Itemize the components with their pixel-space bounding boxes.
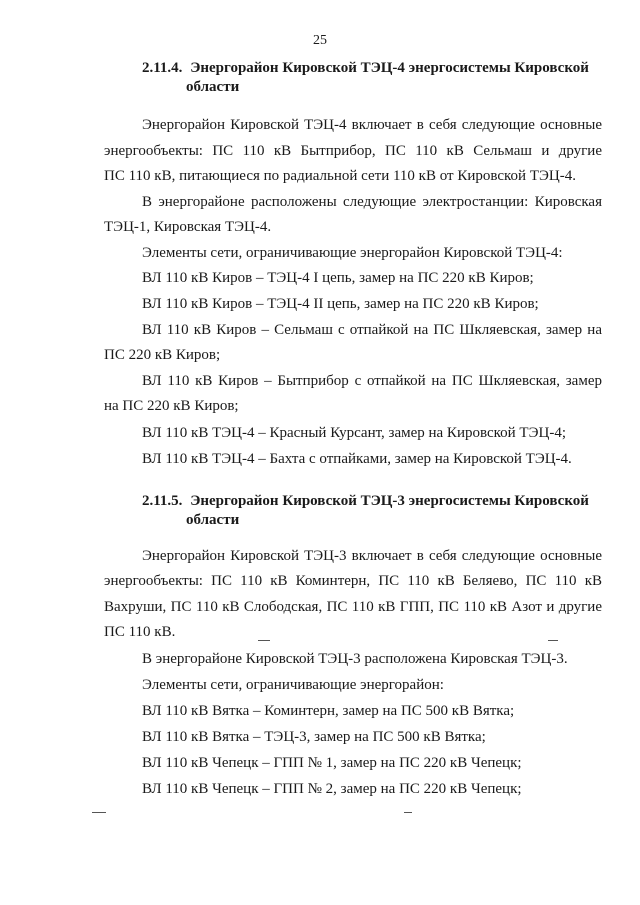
paragraph-line: В энергорайоне расположены следующие электростанции: Кировская [142, 194, 602, 210]
scan-mark [258, 640, 270, 641]
scan-mark [92, 812, 106, 813]
list-item: ВЛ 110 кВ Чепецк – ГПП № 1, замер на ПС 220 кВ Чепецк; [142, 755, 522, 771]
list-item: ВЛ 110 кВ ТЭЦ-4 – Бахта с отпайками, замер на Кировской ТЭЦ-4. [142, 451, 572, 467]
scan-mark [404, 812, 412, 813]
section-title-line2: области [186, 79, 240, 95]
section-heading-2-11-4 [142, 59, 602, 97]
list-item: ВЛ 110 кВ Киров – ТЭЦ-4 I цепь, замер на ПС 220 кВ Киров; [142, 270, 534, 286]
paragraph-line: энергообъекты: ПС 110 кВ Коминтерн, ПС 110 кВ Беляево, ПС 110 кВ [104, 573, 602, 589]
section-title-line2: области [186, 512, 240, 528]
paragraph-line: ТЭЦ-1, Кировская ТЭЦ-4. [104, 219, 272, 235]
paragraph-line: В энергорайоне Кировской ТЭЦ-3 расположена Кировская ТЭЦ-3. [142, 651, 568, 667]
paragraph-line: Элементы сети, ограничивающие энергорайон Кировской ТЭЦ-4: [142, 245, 563, 261]
list-item-continuation: на ПС 220 кВ Киров; [104, 398, 239, 414]
list-item-continuation: ПС 220 кВ Киров; [104, 347, 221, 363]
page-number: 25 [313, 33, 327, 48]
list-item: ВЛ 110 кВ Вятка – Коминтерн, замер на ПС 500 кВ Вятка; [142, 703, 515, 719]
list-item: ВЛ 110 кВ Киров – Сельмаш с отпайкой на ПС Шкляевская, замер на [142, 322, 602, 338]
list-item: ВЛ 110 кВ Чепецк – ГПП № 2, замер на ПС 220 кВ Чепецк; [142, 781, 522, 797]
list-item: ВЛ 110 кВ ТЭЦ-4 – Красный Курсант, замер на Кировской ТЭЦ-4; [142, 425, 566, 441]
paragraph-line: Элементы сети, ограничивающие энергорайон: [142, 677, 444, 693]
paragraph-line: ПС 110 кВ. [104, 624, 176, 640]
paragraph-line: ПС 110 кВ, питающиеся по радиальной сети 110 кВ от Кировской ТЭЦ-4. [104, 168, 576, 184]
section-number: 2.11.5. [142, 493, 183, 509]
section-heading-2-11-5 [142, 492, 602, 530]
scan-mark [548, 640, 558, 641]
list-item: ВЛ 110 кВ Вятка – ТЭЦ-3, замер на ПС 500 кВ Вятка; [142, 729, 486, 745]
paragraph-line: Вахруши, ПС 110 кВ Слободская, ПС 110 кВ ГПП, ПС 110 кВ Азот и другие [104, 599, 602, 615]
paragraph-line: Энергорайон Кировской ТЭЦ-4 включает в себя следующие основные [142, 117, 602, 133]
section-title-line1: Энергорайон Кировской ТЭЦ-4 энергосистемы Кировской [190, 60, 589, 76]
list-item: ВЛ 110 кВ Киров – Бытприбор с отпайкой на ПС Шкляевская, замер [142, 373, 602, 389]
paragraph-line: Энергорайон Кировской ТЭЦ-3 включает в себя следующие основные [142, 548, 602, 564]
section-title-line1: Энергорайон Кировской ТЭЦ-3 энергосистемы Кировской [190, 493, 589, 509]
list-item: ВЛ 110 кВ Киров – ТЭЦ-4 II цепь, замер на ПС 220 кВ Киров; [142, 296, 539, 312]
paragraph-line: энергообъекты: ПС 110 кВ Бытприбор, ПС 110 кВ Сельмаш и другие [104, 143, 602, 159]
section-number: 2.11.4. [142, 60, 183, 76]
